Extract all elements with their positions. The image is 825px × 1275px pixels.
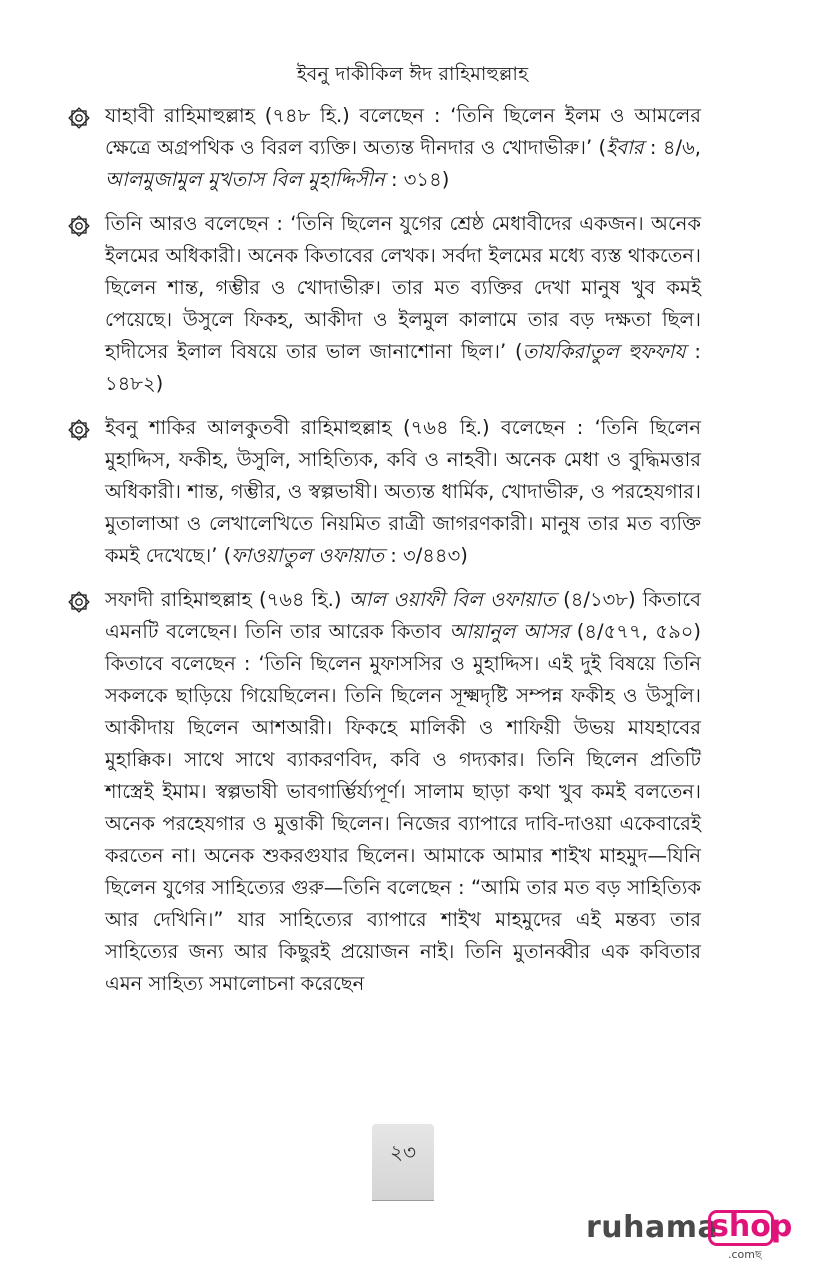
italic-citation: আল ওয়াফী বিল ওফায়াত bbox=[348, 588, 556, 611]
ornament-star-icon bbox=[67, 106, 91, 130]
italic-citation: আলমুজামুল মুখতাস বিল মুহাদ্দিসীন bbox=[105, 168, 385, 191]
logo-word-ruhama: ruhama bbox=[586, 1210, 719, 1245]
paragraph-text: ইবনু শাকির আলকুতবী রাহিমাহুল্লাহ (৭৬৪ হি.) বলেছেন : ‘তিনি ছিলেন মুহাদ্দিস, ফকীহ, উসুলি, সাহিত্যিক, কবি ও নাহবী। অনেক মেধা ও বুদ্ধিমত্তার অধিকারী। শান্ত, গম্ভীর, ও স্বল্পভাষী। অত্যন্ত ধার্মিক, খোদাভীরু, ও পরহেযগার। মুতালাআ ও লেখালেখিতে নিয়মিত রাত্রী জাগরণকারী। মানুষ তার মত ব্যক্তি কমই দেখেছে।’ ( bbox=[105, 416, 701, 567]
paragraph-text: তিনি আরও বলেছেন : ‘তিনি ছিলেন যুগের শ্রেষ্ঠ মেধাবীদের একজন। অনেক ইলমের অধিকারী। অনেক কিতাবের লেখক। সর্বদা ইলমের মধ্যে ব্যস্ত থাকতেন। ছিলেন শান্ত, গম্ভীর ও খোদাভীরু। তার মত ব্যক্তির দেখা মানুষ খুব কমই পেয়েছে। উসুলে ফিকহ, আকীদা ও ইলমুল কালামে তার বড় দক্ষতা ছিল। হাদীসের ইলাল বিষয়ে তার ভাল জানাশোনা ছিল।’ ( bbox=[105, 212, 701, 363]
paragraph-text: : ১৪৮২) bbox=[105, 340, 701, 395]
running-header-title: ইবনু দাকীকিল ঈদ রাহিমাহুল্লাহ bbox=[296, 63, 529, 85]
ornament-star-icon bbox=[67, 214, 91, 238]
paragraph bbox=[105, 584, 701, 1000]
paragraph-text: : ৩/৪৪৩) bbox=[384, 544, 468, 567]
page-number: ২৩ bbox=[389, 1140, 416, 1164]
logo-shop-box bbox=[708, 1209, 793, 1246]
italic-citation: ফাওয়াতুল ওফায়াত bbox=[231, 544, 385, 567]
paragraph bbox=[105, 100, 701, 196]
italic-citation: আয়ানুল আসর bbox=[449, 620, 570, 643]
paragraph bbox=[105, 412, 701, 572]
paragraph bbox=[105, 208, 701, 400]
logo-word-shop: shop bbox=[711, 1209, 793, 1244]
italic-citation: তাযকিরাতুল হুফফায bbox=[522, 340, 686, 363]
paragraph-text: যাহাবী রাহিমাহুল্লাহ (৭৪৮ হি.) বলেছেন : ‘তিনি ছিলেন ইলম ও আমলের ক্ষেত্রে অগ্রপথিক ও বিরল ব্যক্তি। অত্যন্ত দীনদার ও খোদাভীরু।’ ( bbox=[105, 104, 701, 159]
page-number-tab bbox=[372, 1124, 434, 1201]
paragraph-text: : ৩১৪) bbox=[384, 168, 450, 191]
paragraph-text: (৪/১৩৮) কিতাবে এমনটি বলেছেন। তিনি তার আরেক কিতাব bbox=[105, 588, 701, 643]
ornament-star-icon bbox=[67, 418, 91, 442]
italic-citation: ইবার bbox=[606, 136, 644, 159]
paragraph-text: (৪/৫৭৭, ৫৯০) কিতাবে বলেছেন : ‘তিনি ছিলেন মুফাসসির ও মুহাদ্দিস। এই দুই বিষয়ে তিনি সকলকে ছাড়িয়ে গিয়েছিলেন। তিনি ছিলেন সূক্ষ্মদৃষ্টি সম্পন্ন ফকীহ ও উসুলি। আকীদায় ছিলেন আশআরী। ফিকহে মালিকী ও শাফিয়ী উভয় মাযহাবের মুহাক্কিক। সাথে সাথে ব্যাকরণবিদ, কবি ও গদ্যকার। তিনি ছিলেন প্রতিটি শাস্ত্রেই ইমাম। স্বল্পভাষী ভাবগার্ম্ভির্য্যপূর্ণ। সালাম ছাড়া কথা খুব কমই বলতেন। অনেক পরহেযগার ও মুত্তাকী ছিলেন। নিজের ব্যাপারে দাবি-দাওয়া একেবারেই করতেন না। অনেক শুকরগুযার ছিলেন। আমাকে আমার শাইখ মাহমুদ—যিনি ছিলেন যুগের সাহিত্যের গুরু—তিনি বলেছেন : “আমি তার মত বড় সাহিত্যিক আর দেখিনি।” যার সাহিত্যের ব্যাপারে শাইখ মাহমুদের এই মন্তব্য তার সাহিত্যের জন্য আর কিছুরই প্রয়োজন নাই। তিনি মুতানব্বীর এক কবিতার এমন সাহিত্য সমালোচনা করেছেন bbox=[105, 620, 702, 995]
paragraph-text: : ৪/৬, bbox=[643, 136, 701, 159]
logo-domain: .comছ bbox=[728, 1248, 762, 1261]
ornament-star-icon bbox=[67, 590, 91, 614]
paragraph-text: সফাদী রাহিমাহুল্লাহ (৭৬৪ হি.) bbox=[105, 588, 349, 611]
publisher-logo[interactable] bbox=[586, 1206, 793, 1262]
page-body bbox=[105, 100, 701, 1012]
